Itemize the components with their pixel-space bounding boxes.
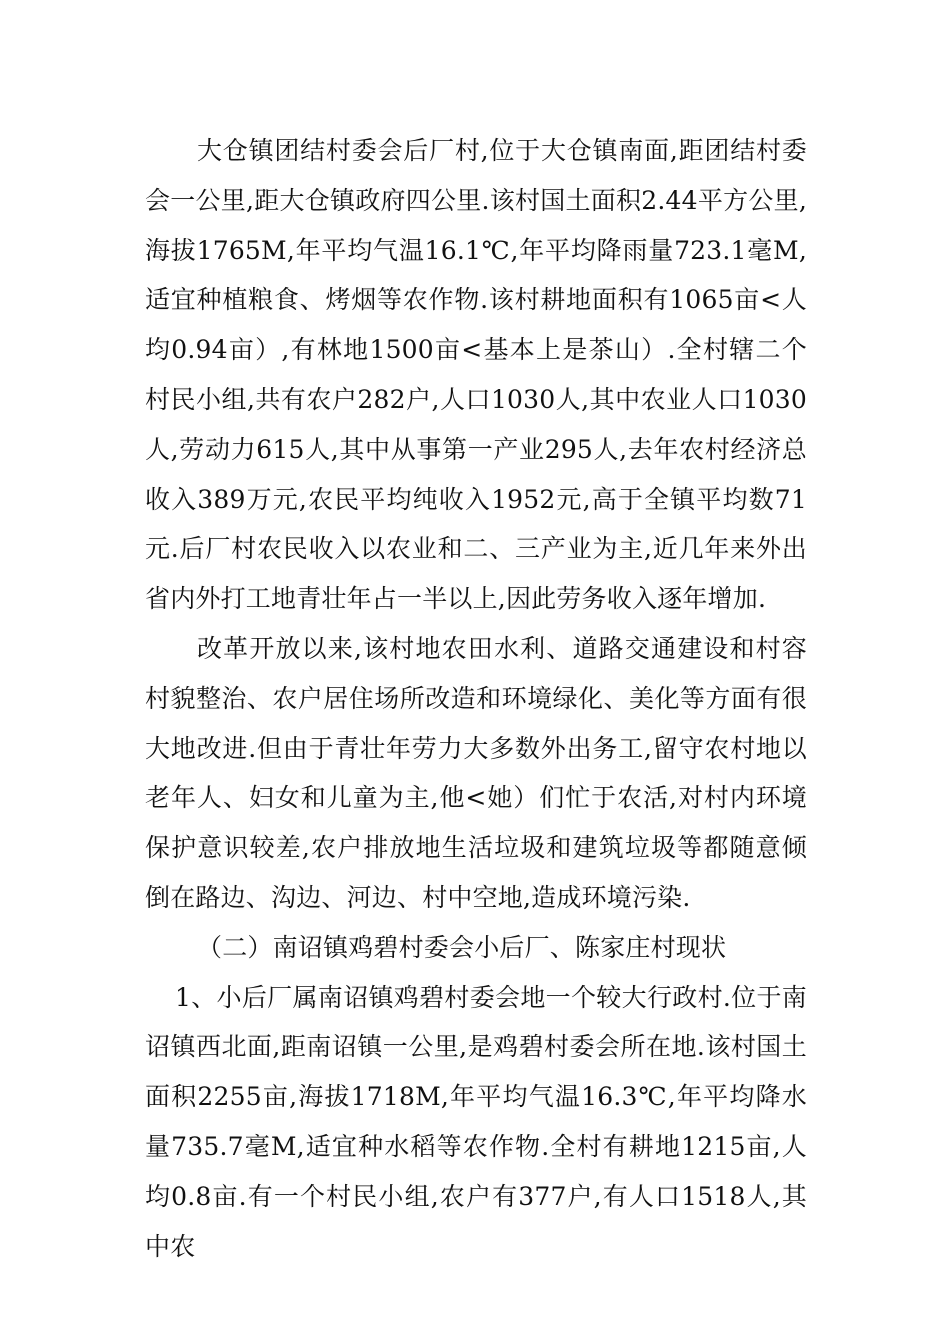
paragraph-reform-environment: 改革开放以来,该村地农田水利、道路交通建设和村容村貌整治、农户居住场所改造和环境绿化、美化等方面有很大地改进.但由于青壮年劳力大多数外出务工,留守农村地以老年人、妇女和儿童为主,他<她）们忙于农活,对村内环境保护意识较差,农户排放地生活垃圾和建筑垃圾等都随意倾倒在路边、沟边、河边、村中空地,造成环境污染.	[145, 633, 807, 912]
document-body	[145, 126, 807, 1271]
section-heading-nanzhao: （二）南诏镇鸡碧村委会小后厂、陈家庄村现状	[197, 932, 727, 962]
paragraph-houchang-village: 大仓镇团结村委会后厂村,位于大仓镇南面,距团结村委会一公里,距大仓镇政府四公里.该村国土面积2.44平方公里,海拔1765M,年平均气温16.1℃,年平均降雨量723.1毫M,适宜种植粮食、烤烟等农作物.该村耕地面积有1065亩<人均0.94亩）,有林地1500亩<基本上是茶山）.全村辖二个村民小组,共有农户282户,人口1030人,其中农业人口1030人,劳动力615人,其中从事第一产业295人,去年农村经济总收入389万元,农民平均纯收入1952元,高于全镇平均数71元.后厂村农民收入以农业和二、三产业为主,近几年来外出省内外打工地青壮年占一半以上,因此劳务收入逐年增加.	[145, 136, 807, 614]
paragraph-xiaohouchang: 1、小后厂属南诏镇鸡碧村委会地一个较大行政村.位于南诏镇西北面,距南诏镇一公里,是鸡碧村委会所在地.该村国土面积2255亩,海拔1718M,年平均气温16.3℃,年平均降水量735.7毫M,适宜种水稻等农作物.全村有耕地1215亩,人均0.8亩.有一个村民小组,农户有377户,有人口1518人,其中农	[145, 982, 807, 1261]
